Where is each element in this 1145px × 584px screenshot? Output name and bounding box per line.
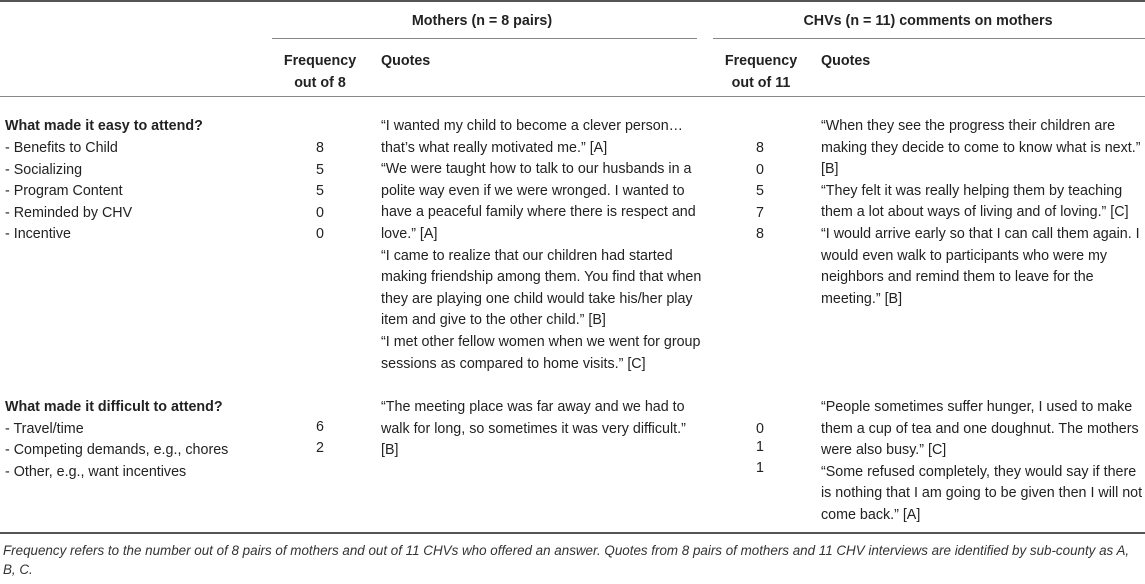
difficult-chv-quotes <box>821 397 1143 527</box>
section-difficult-title: What made it difficult to attend? <box>5 399 223 415</box>
difficult-mother-freq-travel: 6 <box>316 419 324 435</box>
difficult-item-other: - Other, e.g., want incentives <box>5 464 187 480</box>
easy-mother-quotes <box>381 116 706 375</box>
easy-item-benefits: - Benefits to Child <box>5 140 118 156</box>
difficult-chv-freq-other: 1 <box>756 460 764 476</box>
easy-chv-freq-incentive: 8 <box>756 226 764 242</box>
easy-chv-quote: “They felt it was really helping them by teaching them a lot about ways of living and of loving.” [C] <box>821 182 1129 221</box>
mothers-frequency-header-line2: out of 8 <box>294 74 346 91</box>
difficult-mother-quotes <box>381 397 706 462</box>
easy-mother-freq-program: 5 <box>316 183 324 199</box>
section-easy-title: What made it easy to attend? <box>5 118 203 134</box>
easy-chv-quotes <box>821 116 1143 310</box>
header-bottom-rule <box>0 96 1145 97</box>
chvs-frequency-header-line2: out of 11 <box>731 74 791 91</box>
difficult-chv-freq-competing: 1 <box>756 439 764 455</box>
difficult-item-competing: - Competing demands, e.g., chores <box>5 442 229 458</box>
easy-chv-freq-program: 5 <box>756 183 764 199</box>
easy-chv-freq-socializing: 0 <box>756 162 764 178</box>
easy-mother-freq-benefits: 8 <box>316 140 324 156</box>
easy-mother-freq-incentive: 0 <box>316 226 324 242</box>
difficult-chv-quote: “Some refused completely, they would say if there is nothing that I am going to be given then I will not come back.” [A] <box>821 463 1143 523</box>
easy-item-program-content: - Program Content <box>5 183 123 199</box>
chvs-group-header: CHVs (n = 11) comments on mothers <box>803 13 1053 29</box>
mothers-frequency-header <box>272 51 368 94</box>
chvs-group-rule <box>713 38 1145 39</box>
easy-chv-freq-benefits: 8 <box>756 140 764 156</box>
easy-mother-quote: “I wanted my child to become a clever person… that’s what really motivated me.” [A] <box>381 118 683 156</box>
chvs-quotes-header: Quotes <box>821 53 871 69</box>
mothers-group-header: Mothers (n = 8 pairs) <box>411 13 553 29</box>
difficult-item-travel: - Travel/time <box>5 421 84 437</box>
table-bottom-rule <box>0 532 1145 534</box>
mothers-frequency-header-line1: Frequency <box>283 53 357 69</box>
easy-mother-quote: “I met other fellow women when we went for group sessions as compared to home visits.” [C] <box>381 333 701 372</box>
mothers-group-rule <box>272 38 697 39</box>
chvs-frequency-header <box>713 51 809 94</box>
chvs-frequency-header-line1: Frequency <box>724 53 798 69</box>
easy-chv-quote: “When they see the progress their children are making they decide to come to know what is next.” [B] <box>821 118 1141 178</box>
difficult-mother-freq-competing: 2 <box>316 440 324 456</box>
difficult-mother-quote: “The meeting place was far away and we had to walk for long, so sometimes it was very difficult.” [B] <box>381 399 686 459</box>
easy-chv-freq-reminded: 7 <box>756 205 764 221</box>
easy-item-reminded: - Reminded by CHV <box>5 205 133 221</box>
table-footnote: Frequency refers to the number out of 8 pairs of mothers and out of 11 CHVs who offered an answer. Quotes from 8 pairs of mothers and 11 CHV interviews are identified by sub-county as A, B, C. <box>3 543 1130 577</box>
mothers-quotes-header: Quotes <box>381 53 431 69</box>
easy-mother-quote: “I came to realize that our children had started making friendship among them. You find that when they are playing one child would take his/her play item and give to the other child.” [B] <box>381 247 702 329</box>
easy-mother-freq-socializing: 5 <box>316 162 324 178</box>
table-top-rule <box>0 0 1145 2</box>
difficult-chv-freq-travel: 0 <box>756 421 764 437</box>
easy-mother-freq-reminded: 0 <box>316 205 324 221</box>
difficult-chv-quote: “People sometimes suffer hunger, I used to make them a cup of tea and one doughnut. The mothers were also busy.” [C] <box>821 399 1139 459</box>
easy-item-socializing: - Socializing <box>5 162 83 178</box>
easy-mother-quote: “We were taught how to talk to our husbands in a polite way even if we were wronged. I wanted to have a peaceful family where there is respect and love.” [A] <box>381 161 696 242</box>
easy-chv-quote: “I would arrive early so that I can call them again. I would even walk to participants who were my neighbors and remind them to leave for the meeting.” [B] <box>821 225 1140 307</box>
easy-item-incentive: - Incentive <box>5 226 71 242</box>
